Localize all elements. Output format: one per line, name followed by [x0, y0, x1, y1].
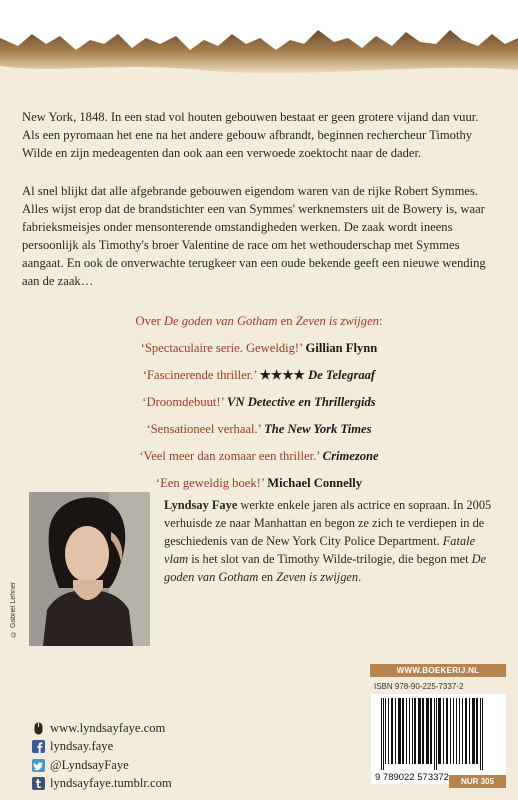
barcode-bar [418, 698, 421, 764]
book-title: Zeven is zwijgen [276, 570, 359, 584]
barcode-bar [388, 698, 389, 764]
review-quote: ‘Fascinerende thriller.’ ★★★★ De Telegraaf [142, 368, 376, 382]
book-title: Fatale vlam [164, 534, 476, 566]
barcode-bar [453, 698, 454, 764]
author-photo [29, 492, 150, 646]
synopsis-paragraph-1: New York, 1848. In een stad vol houten gebouwen bestaat er geen grotere vijand dan vuur. Als een pyromaan het ene na het andere gebouw afbrandt, beginnen rechercheur Timothy Wilde en zijn medeagenten dan ook aan een verwoede zoektocht naar de dader. [22, 110, 479, 160]
barcode-bar [381, 698, 382, 770]
burnt-edge-decoration [0, 0, 518, 95]
barcode-bar [462, 698, 463, 764]
barcode-bar [469, 698, 470, 764]
barcode-bar [402, 698, 404, 764]
mouse-icon [32, 722, 45, 735]
quotes-heading: Over De goden van Gotham en Zeven is zwijgen: [135, 314, 383, 328]
barcode-bar [482, 698, 483, 770]
barcode-bar [476, 698, 478, 764]
quote-source: Crimezone [322, 449, 379, 463]
barcode-bar [412, 698, 413, 764]
barcode-bar [430, 698, 432, 764]
review-quotes [0, 313, 518, 502]
twitter-link[interactable]: @LyndsayFaye [32, 756, 232, 775]
barcode-bar [465, 698, 467, 764]
quote-source: Michael Connelly [267, 476, 363, 490]
barcode-bar [436, 698, 437, 770]
barcode-bar [434, 698, 435, 770]
barcode-bar [383, 698, 384, 770]
quote-source: Gillian Flynn [305, 341, 378, 355]
tumblr-icon [32, 777, 45, 790]
publisher-site: WWW.BOEKERIJ.NL [370, 664, 506, 677]
barcode-bar [459, 698, 460, 764]
barcode-number: 9 789022 573372 [375, 772, 449, 783]
quote-source: VN Detective en Thrillergids [227, 395, 376, 409]
barcode-bar [414, 698, 416, 764]
review-quote: ‘Droomdebuut!’ VN Detective en Thrillergids [142, 395, 376, 409]
barcode-bar [438, 698, 441, 764]
review-quote: ‘Een geweldig boek!’ Michael Connelly [155, 476, 363, 490]
barcode-bars [381, 698, 483, 770]
isbn: ISBN 978-90-225-7337-2 [374, 682, 464, 691]
facebook-icon [32, 740, 45, 753]
barcode-bar [443, 698, 444, 764]
barcode-bar [426, 698, 429, 764]
barcode-bar [385, 698, 386, 764]
synopsis-paragraph-2: Al snel blijkt dat alle afgebrande gebouwen eigendom waren van de rijke Robert Symmes. Alles wijst erop dat de brandstichter een van Symmes' werknemsters uit de Bowery is, waar fabrieksmeisjes onder mensonterende omstandigheden werken. De zaak wordt ineens persoonlijk als Timothy's broer Valentine de race om het wethouderschap met Symmes aangaat. En ook de onverwachte terugkeer van een oude bekende geeft een nieuwe wending aan de zaak… [22, 184, 486, 288]
tumblr-link[interactable]: lyndsayfaye.tumblr.com [32, 775, 232, 794]
barcode-bar [395, 698, 396, 764]
barcode-bar [480, 698, 481, 770]
book-title: De goden van Gotham [163, 314, 278, 328]
author-name: Lyndsay Faye [164, 498, 238, 512]
barcode-bar [456, 698, 457, 764]
author-links [32, 719, 232, 793]
barcode-bar [391, 698, 393, 764]
barcode-bar [422, 698, 424, 764]
quote-source: The New York Times [264, 422, 372, 436]
review-quote: ‘Sensationeel verhaal.’ The New York Times [146, 422, 372, 436]
twitter-icon [32, 759, 45, 772]
quote-source: De Telegraaf [308, 368, 376, 382]
photo-credit: © Gabriel Lehner [10, 581, 17, 637]
rating-stars: ★★★★ [259, 368, 305, 382]
review-quote: ‘Spectaculaire serie. Geweldig!’ Gillian Flynn [140, 341, 378, 355]
book-title: De goden van Gotham [164, 552, 487, 584]
barcode-bar [450, 698, 451, 764]
book-title: Zeven is zwijgen [295, 314, 379, 328]
review-quote: ‘Veel meer dan zomaar een thriller.’ Crimezone [139, 449, 379, 463]
isbn-barcode [371, 694, 506, 784]
website-link[interactable]: www.lyndsayfaye.com [32, 719, 232, 738]
barcode-bar [472, 698, 475, 764]
barcode-bar [398, 698, 401, 764]
barcode-bar [446, 698, 448, 764]
barcode-bar [406, 698, 407, 764]
barcode-bar [409, 698, 410, 764]
author-bio: Lyndsay Faye werkte enkele jaren als actrice en sopraan. In 2005 verhuisde ze naar Manhattan en begon ze zich te verdiepen in de geschiedenis van de New York City Police Department. Fatale vlam is het slot van de Timothy Wilde-trilogie, die begon met De goden van Gotham en Zeven is zwijgen. [164, 498, 492, 584]
facebook-link[interactable]: lyndsay.faye [32, 738, 232, 757]
nur-code: NUR 305 [449, 775, 506, 788]
